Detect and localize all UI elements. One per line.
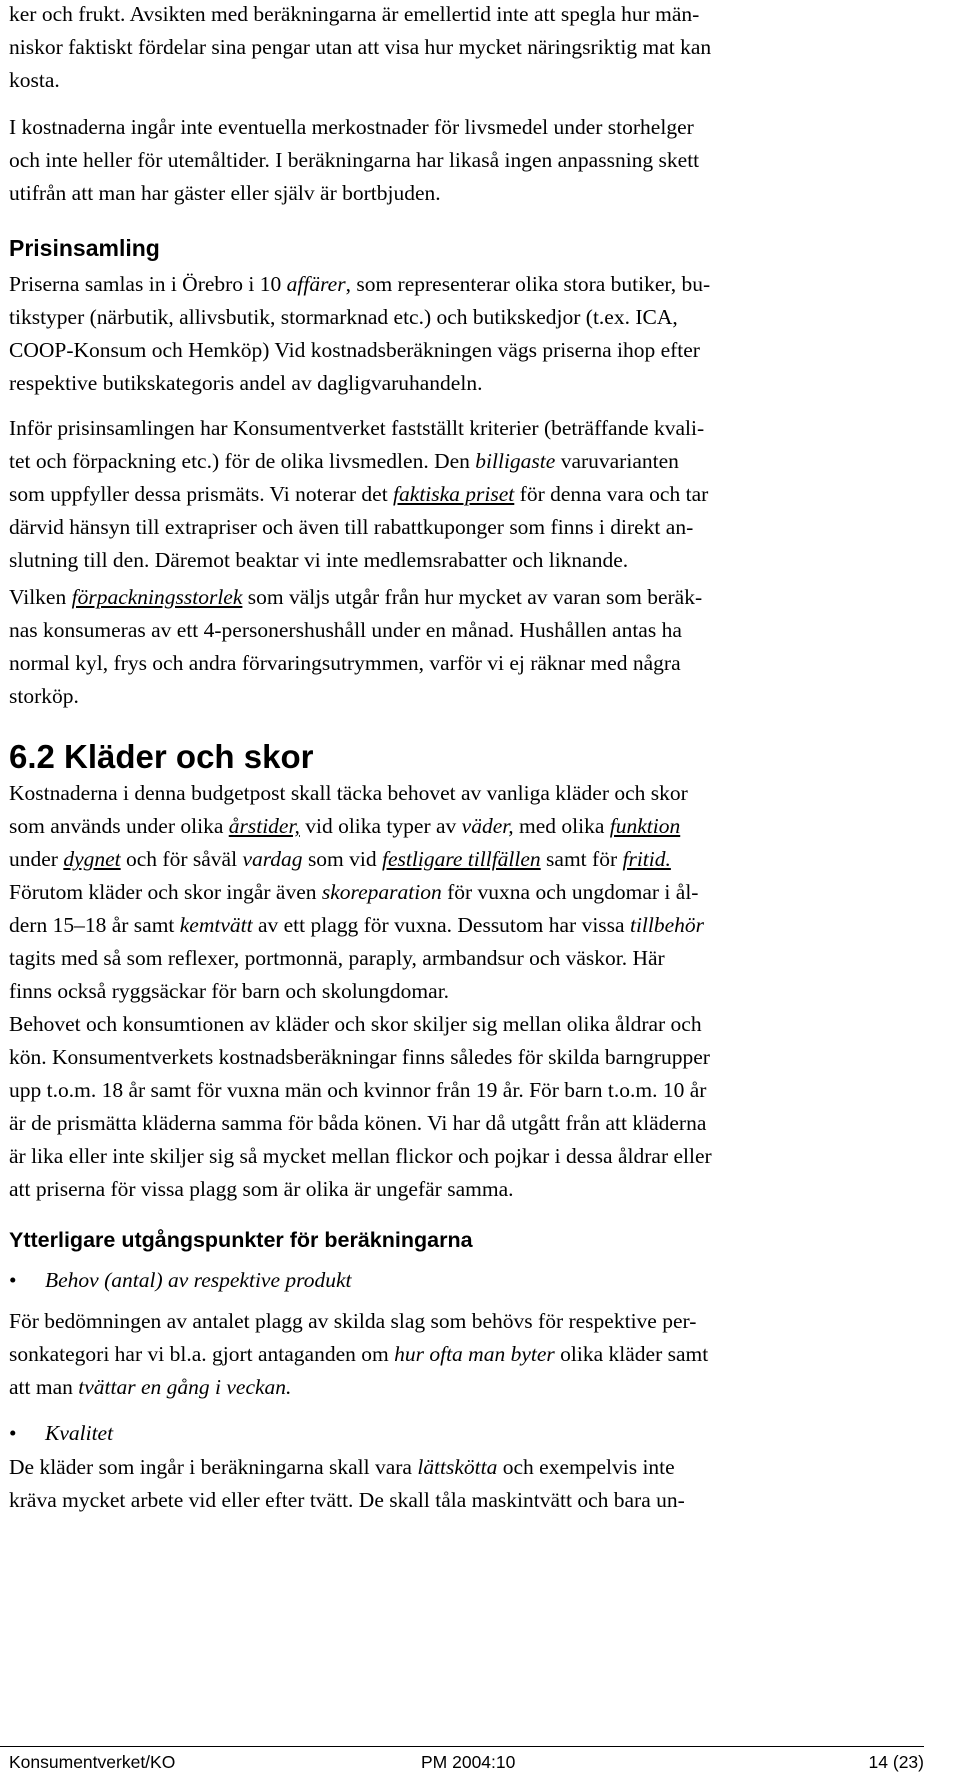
text-line: kräva mycket arbete vid eller efter tvätt. De skall tåla maskintvätt och bara un- xyxy=(9,1488,685,1512)
paragraph-klader-skor xyxy=(9,777,921,1008)
heading-ytterligare: Ytterligare utgångspunkter för beräkningarna xyxy=(9,1228,473,1252)
bullet-item: • Kvalitet xyxy=(9,1417,921,1450)
text-line: kosta. xyxy=(9,68,60,92)
footer-document-id: PM 2004:10 xyxy=(421,1752,516,1772)
paragraph-kriterier xyxy=(9,412,921,577)
text-line: ker och frukt. Avsikten med beräkningarna är emellertid inte att spegla hur män- xyxy=(9,2,700,26)
text-line: därvid hänsyn till extrapriser och även till rabattkuponger som finns i direkt an- xyxy=(9,515,694,539)
text-line: tet och förpackning etc.) för de olika livsmedlen. Den billigaste varuvarianten xyxy=(9,449,679,473)
text-line: Inför prisinsamlingen har Konsumentverket fastställt kriterier (beträffande kvali- xyxy=(9,416,705,440)
text-line: Förutom kläder och skor ingår även skoreparation för vuxna och ungdomar i ål- xyxy=(9,880,699,904)
paragraph-kvalitet xyxy=(9,1451,921,1517)
text-line: dern 15–18 år samt kemtvätt av ett plagg för vuxna. Dessutom har vissa tillbehör xyxy=(9,913,705,937)
text-line: som används under olika årstider, vid olika typer av väder, med olika funktion xyxy=(9,814,681,838)
text-line: som uppfyller dessa prismäts. Vi noterar det faktiska priset för denna vara och tar xyxy=(9,482,709,506)
text-line: under dygnet och för såväl vardag som vid festligare tillfällen samt för fritid. xyxy=(9,847,671,871)
footer-organization: Konsumentverket/KO xyxy=(9,1752,176,1772)
footer-page-number: 14 (23) xyxy=(868,1752,924,1772)
paragraph-intro xyxy=(9,0,921,97)
text-line: utifrån att man har gäster eller själv är bortbjuden. xyxy=(9,181,441,205)
bullet-icon: • xyxy=(9,1421,17,1445)
text-line: och inte heller för utemåltider. I beräkningarna har likaså ingen anpassning skett xyxy=(9,148,700,172)
paragraph-prisinsamling xyxy=(9,268,921,400)
text-line: finns också ryggsäckar för barn och skolungdomar. xyxy=(9,979,450,1003)
text-line: sonkategori har vi bl.a. gjort antaganden om hur ofta man byter olika kläder samt xyxy=(9,1342,709,1366)
heading-prisinsamling: Prisinsamling xyxy=(9,235,160,261)
text-line: tagits med så som reflexer, portmonnä, paraply, armbandsur och väskor. Här xyxy=(9,946,665,970)
text-line: kön. Konsumentverkets kostnadsberäkningar finns således för skilda barngrupper xyxy=(9,1045,710,1069)
bullet-item: • Behov (antal) av respektive produkt xyxy=(9,1264,921,1297)
text-line: De kläder som ingår i beräkningarna skall vara lättskötta och exempelvis inte xyxy=(9,1455,675,1479)
paragraph-behov xyxy=(9,1008,921,1206)
text-line: att priserna för vissa plagg som är olika är ungefär samma. xyxy=(9,1177,514,1201)
text-line: Vilken förpackningsstorlek som väljs utgår från hur mycket av varan som beräk- xyxy=(9,585,703,609)
paragraph-forpackning xyxy=(9,581,921,713)
bullet-icon: • xyxy=(9,1268,17,1292)
text-line: COOP-Konsum och Hemköp) Vid kostnadsberäkningen vägs priserna ihop efter xyxy=(9,338,700,362)
text-line: respektive butikskategoris andel av dagligvaruhandeln. xyxy=(9,371,483,395)
text-line: att man tvättar en gång i veckan. xyxy=(9,1375,292,1399)
text-line: upp t.o.m. 18 år samt för vuxna män och kvinnor från 19 år. För barn t.o.m. 10 år xyxy=(9,1078,707,1102)
text-line: Priserna samlas in i Örebro i 10 affärer, som representerar olika stora butiker, bu- xyxy=(9,272,711,296)
paragraph-merkostnader xyxy=(9,111,921,210)
text-line: Behovet och konsumtionen av kläder och skor skiljer sig mellan olika åldrar och xyxy=(9,1012,702,1036)
text-line: normal kyl, frys och andra förvaringsutrymmen, varför vi ej räknar med några xyxy=(9,651,681,675)
text-line: nas konsumeras av ett 4-personershushåll under en månad. Hushållen antas ha xyxy=(9,618,682,642)
footer-divider xyxy=(0,1746,924,1747)
text-line: storköp. xyxy=(9,684,79,708)
text-line: Kostnaderna i denna budgetpost skall täcka behovet av vanliga kläder och skor xyxy=(9,781,688,805)
text-line: niskor faktiskt fördelar sina pengar utan att visa hur mycket näringsriktig mat kan xyxy=(9,35,712,59)
text-line: I kostnaderna ingår inte eventuella merkostnader för livsmedel under storhelger xyxy=(9,115,694,139)
paragraph-bedomning xyxy=(9,1305,921,1404)
section-heading: 6.2 Kläder och skor xyxy=(9,738,314,775)
text-line: slutning till den. Däremot beaktar vi inte medlemsrabatter och liknande. xyxy=(9,548,629,572)
text-line: är lika eller inte skiljer sig så mycket mellan flickor och pojkar i dessa åldrar eller xyxy=(9,1144,712,1168)
text-line: tikstyper (närbutik, allivsbutik, stormarknad etc.) och butikskedjor (t.ex. ICA, xyxy=(9,305,678,329)
text-line: För bedömningen av antalet plagg av skilda slag som behövs för respektive per- xyxy=(9,1309,697,1333)
text-line: är de prismätta kläderna samma för båda könen. Vi har då utgått från att kläderna xyxy=(9,1111,707,1135)
